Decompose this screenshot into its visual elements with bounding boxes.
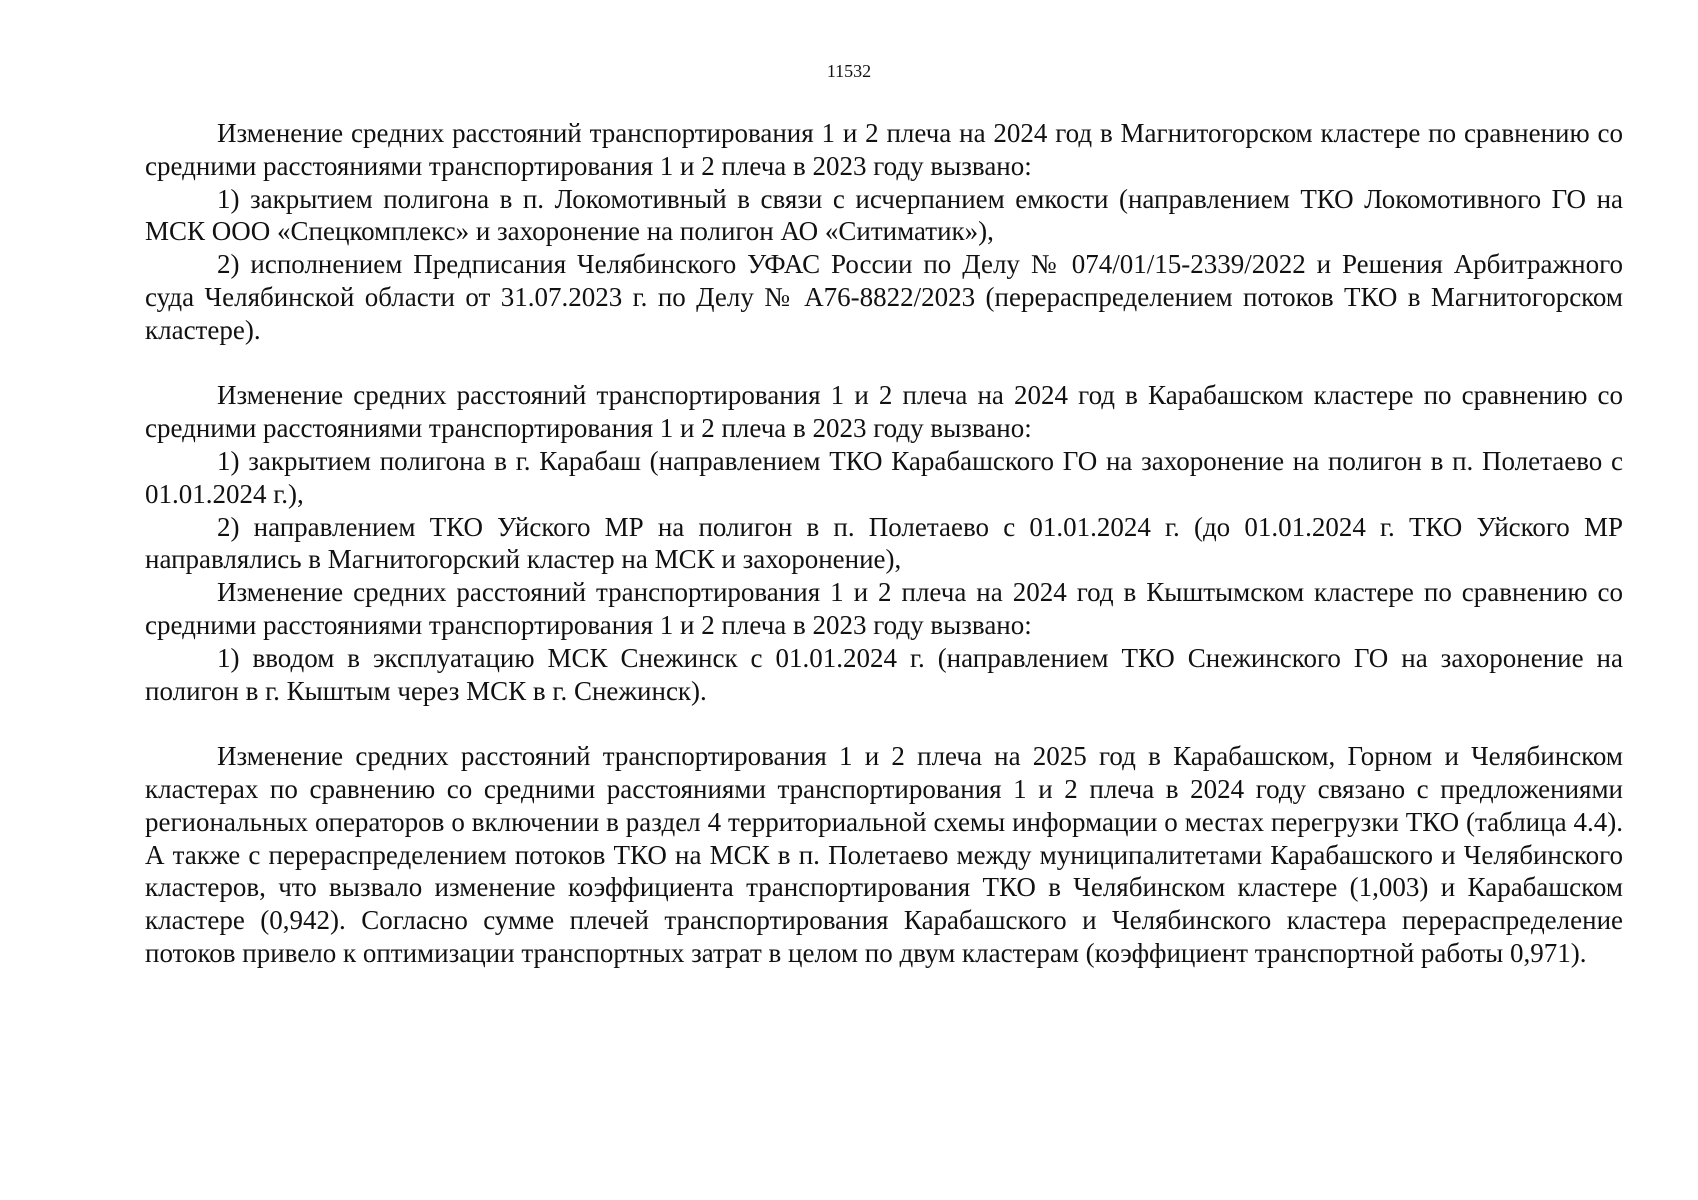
- document-body: [145, 117, 1623, 970]
- paragraph: Изменение средних расстояний транспортирования 1 и 2 плеча на 2024 год в Кыштымском кластере по сравнению со средними расстояниями транспортирования 1 и 2 плеча в 2023 году вызвано:: [145, 577, 1623, 640]
- page-number: 11532: [826, 61, 872, 81]
- paragraph-spacer: [145, 347, 1623, 380]
- paragraph: 2) направлением ТКО Уйского МР на полигон в п. Полетаево с 01.01.2024 г. (до 01.01.2024 г. ТКО Уйского МР направлялись в Магнитогорский кластер на МСК и захоронение),: [145, 511, 1623, 575]
- paragraph: Изменение средних расстояний транспортирования 1 и 2 плеча на 2025 год в Карабашском, Горном и Челябинском кластерах по сравнению со средними расстояниями транспортирования 1 и 2 плеча в 2024 году связано с предложениями региональных операторов о включении в раздел 4 территориальной схемы информации о местах перегрузки ТКО (таблица 4.4). А также с перераспределением потоков ТКО на МСК в п. Полетаево между муниципалитетами Карабашского и Челябинского кластеров, что вызвало изменение коэффициента транспортирования ТКО в Челябинском кластере (1,003) и Карабашском кластере (0,942). Согласно сумме плечей транспортирования Карабашского и Челябинского кластера перераспределение потоков привело к оптимизации транспортных затрат в целом по двум кластерам (коэффициент транспортной работы 0,971).: [145, 741, 1623, 968]
- paragraph: Изменение средних расстояний транспортирования 1 и 2 плеча на 2024 год в Карабашском кластере по сравнению со средними расстояниями транспортирования 1 и 2 плеча в 2023 году вызвано:: [145, 380, 1623, 444]
- paragraph: 2) исполнением Предписания Челябинского УФАС России по Делу № 074/01/15-2339/2022 и Решения Арбитражного суда Челябинской области от 31.07.2023 г. по Делу № А76-8822/2023 (перераспределением потоков ТКО в Магнитогорском кластере).: [145, 249, 1623, 345]
- paragraph: 1) вводом в эксплуатацию МСК Снежинск с 01.01.2024 г. (направлением ТКО Снежинского ГО на захоронение на полигон в г. Кыштым через МСК в г. Снежинск).: [145, 642, 1623, 706]
- paragraph: 1) закрытием полигона в п. Локомотивный в связи с исчерпанием емкости (направлением ТКО Локомотивного ГО на МСК ООО «Спецкомплекс» и захоронение на полигон АО «Ситиматик»),: [145, 183, 1623, 247]
- paragraph-spacer: [145, 707, 1623, 740]
- paragraph: Изменение средних расстояний транспортирования 1 и 2 плеча на 2024 год в Магнитогорском кластере по сравнению со средними расстояниями транспортирования 1 и 2 плеча в 2023 году вызвано:: [145, 118, 1623, 181]
- paragraph: 1) закрытием полигона в г. Карабаш (направлением ТКО Карабашского ГО на захоронение на полигон в п. Полетаево с 01.01.2024 г.),: [145, 445, 1623, 509]
